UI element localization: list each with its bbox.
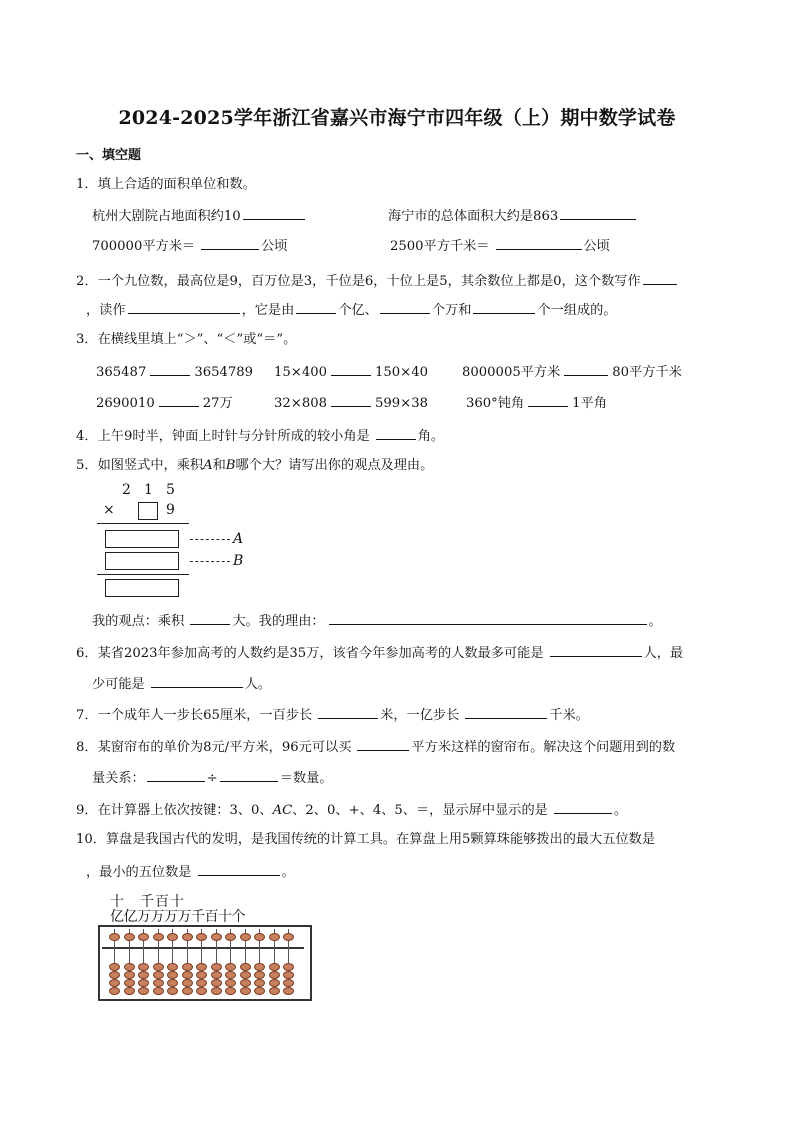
q6-line1-b: 人，最: [643, 646, 684, 661]
abacus-lower-bead[interactable]: [182, 963, 193, 971]
q6-min-blank[interactable]: [151, 674, 243, 688]
q8-price-blank[interactable]: [220, 768, 278, 782]
abacus-lower-bead[interactable]: [240, 987, 251, 995]
abacus-upper-bead[interactable]: [196, 933, 207, 941]
q3-r2-c2: [274, 393, 428, 413]
abacus-lower-bead[interactable]: [167, 963, 178, 971]
abacus-lower-bead[interactable]: [138, 987, 149, 995]
q1-b-blank[interactable]: [560, 206, 636, 220]
q8-line1: [76, 737, 675, 757]
q1-a: [92, 206, 307, 226]
abacus-lower-bead[interactable]: [254, 987, 265, 995]
abacus-upper-bead[interactable]: [109, 933, 120, 941]
q8-line1-a: 8．某窗帘布的单价为8元/平方米，96元可以买: [76, 740, 352, 755]
q5-view-b: 大。我的理由：: [232, 614, 325, 629]
abacus-lower-bead[interactable]: [124, 987, 135, 995]
rule-line: [97, 523, 189, 524]
q1-c-text: 700000平方米＝: [92, 239, 196, 254]
q1-stem: 1．填上合适的面积单位和数。: [76, 177, 256, 192]
abacus-upper-bead[interactable]: [240, 933, 251, 941]
q10-line2-a: ，最小的五位数是: [86, 865, 192, 880]
q5-stem-a: 5．如图竖式中，乘积: [76, 458, 204, 473]
abacus-lower-bead[interactable]: [269, 979, 280, 987]
q3-blank[interactable]: [528, 393, 568, 407]
q9-a: 9．在计算器上依次按键：3、0、: [76, 803, 273, 818]
abacus-lower-bead[interactable]: [269, 971, 280, 979]
abacus-upper-bead[interactable]: [167, 933, 178, 941]
abacus-lower-bead[interactable]: [138, 971, 149, 979]
q8-line1-b: 平方米这样的窗帘布。解决这个问题用到的数: [411, 740, 676, 755]
q8-total-blank[interactable]: [147, 768, 205, 782]
abacus-lower-bead[interactable]: [138, 963, 149, 971]
q3-right: 599×38: [375, 396, 429, 411]
product-box[interactable]: [105, 579, 179, 597]
q5-stem: [76, 457, 433, 475]
q3-r2-c3: [466, 393, 607, 413]
q2-read-blank[interactable]: [128, 300, 240, 314]
abacus-place-labels-top: 十 千百十: [110, 894, 185, 910]
digit: 9: [166, 502, 175, 518]
q5-stem-c: 哪个大？请写出你的观点及理由。: [235, 458, 434, 473]
q1-d: [390, 236, 610, 256]
abacus-lower-bead[interactable]: [124, 963, 135, 971]
q10-line1: 10．算盘是我国古代的发明，是我国传统的计算工具。在算盘上用5颗算珠能够拨出的最大五位数是: [76, 832, 656, 847]
q7-a: 7．一个成年人一步长65厘米，一百步长: [76, 708, 313, 723]
abacus-lower-bead[interactable]: [211, 979, 222, 987]
q3-r2-c1: [96, 393, 233, 413]
abacus-lower-bead[interactable]: [167, 971, 178, 979]
q3-left: 365487: [96, 365, 147, 380]
q2-made-label: ，它是由: [241, 303, 295, 318]
abacus-lower-bead[interactable]: [167, 979, 178, 987]
abacus-lower-bead[interactable]: [240, 971, 251, 979]
q7-b: 米，一亿步长: [380, 708, 460, 723]
abacus-upper-bead[interactable]: [225, 933, 236, 941]
q1-b-text: 海宁市的总体面积大约是863: [388, 209, 559, 224]
abacus-lower-bead[interactable]: [153, 971, 164, 979]
abacus-lower-bead[interactable]: [211, 971, 222, 979]
abacus-lower-bead[interactable]: [182, 979, 193, 987]
q5-view-a: 我的观点：乘积: [92, 614, 185, 629]
missing-digit-box[interactable]: [138, 502, 158, 520]
q3-right: 150×40: [375, 365, 429, 380]
q4-blank[interactable]: [376, 426, 416, 440]
abacus-lower-bead[interactable]: [138, 979, 149, 987]
q9-end: 。: [613, 803, 628, 818]
q2-one-blank[interactable]: [473, 300, 535, 314]
q6-line2: [92, 674, 271, 694]
q3-left: 2690010: [96, 396, 155, 411]
q5-view: [92, 611, 662, 631]
q6-line1: [76, 643, 683, 663]
abacus-lower-bead[interactable]: [182, 971, 193, 979]
abacus-lower-bead[interactable]: [124, 971, 135, 979]
q1-c: [92, 236, 287, 256]
dashed-pointer-a: [190, 539, 230, 540]
label-b: B: [233, 553, 244, 569]
abacus-upper-bead[interactable]: [254, 933, 265, 941]
abacus-lower-bead[interactable]: [211, 987, 222, 995]
vertical-multiplication-figure: [95, 480, 245, 602]
abacus-lower-bead[interactable]: [109, 987, 120, 995]
q5-view-end: 。: [648, 614, 662, 629]
q4-unit: 角。: [417, 429, 445, 444]
abacus-lower-bead[interactable]: [283, 987, 294, 995]
abacus-lower-bead[interactable]: [254, 979, 265, 987]
q2-wan-blank[interactable]: [380, 300, 430, 314]
q9-ac-key: AC: [272, 803, 293, 818]
rule-line: [97, 574, 189, 575]
q3-blank[interactable]: [331, 362, 371, 376]
abacus-lower-bead[interactable]: [225, 963, 236, 971]
q3-r1-c3: [462, 362, 682, 382]
q5-stem-b: 和: [212, 458, 226, 473]
abacus-lower-bead[interactable]: [124, 979, 135, 987]
abacus-lower-bead[interactable]: [225, 979, 236, 987]
q3-blank[interactable]: [564, 362, 608, 376]
abacus-lower-bead[interactable]: [211, 963, 222, 971]
q2-line1: [76, 271, 679, 291]
q7: [76, 705, 589, 725]
abacus-lower-bead[interactable]: [269, 987, 280, 995]
abacus-lower-bead[interactable]: [196, 987, 207, 995]
q10-line2: [86, 862, 295, 882]
abacus-upper-bead[interactable]: [269, 933, 280, 941]
q8-line2: [92, 768, 333, 788]
abacus-lower-bead[interactable]: [153, 987, 164, 995]
q2-line2: [86, 300, 617, 320]
q3-left: 360°钝角: [466, 396, 525, 411]
q6-max-blank[interactable]: [550, 643, 642, 657]
q6-line1-a: 6．某省2023年参加高考的人数约是35万，该省今年参加高考的人数最多可能是: [76, 646, 544, 661]
q2-read-label: ，读作: [86, 303, 126, 318]
q3-right: 80平方千米: [612, 365, 682, 380]
q2-write-blank[interactable]: [643, 271, 677, 285]
abacus-lower-bead[interactable]: [196, 971, 207, 979]
q3-left: 15×400: [274, 365, 328, 380]
abacus-lower-bead[interactable]: [153, 963, 164, 971]
q2-yi-blank[interactable]: [296, 300, 336, 314]
abacus-lower-bead[interactable]: [283, 963, 294, 971]
abacus-lower-bead[interactable]: [225, 987, 236, 995]
q10-blank[interactable]: [198, 862, 280, 876]
q5-reason-blank[interactable]: [329, 611, 647, 625]
q1-a-text: 杭州大剧院占地面积约10: [92, 209, 241, 224]
abacus-lower-bead[interactable]: [109, 971, 120, 979]
q1-d-text: 2500平方千米＝: [390, 239, 490, 254]
q7-km-blank[interactable]: [465, 705, 547, 719]
q7-m-blank[interactable]: [318, 705, 378, 719]
q1-a-blank[interactable]: [243, 206, 305, 220]
q1-c-blank[interactable]: [201, 236, 259, 250]
q4: [76, 426, 444, 446]
q3-stem: 3．在横线里填上“＞”、“＜”或“＝”。: [76, 332, 297, 347]
digit: 5: [166, 482, 175, 498]
partial-product-a-box[interactable]: [105, 530, 179, 548]
q8-line2-a: 量关系：: [92, 771, 145, 786]
times-sign: ×: [103, 502, 115, 518]
q2-one-label: 个一组成的。: [537, 303, 617, 318]
abacus-lower-bead[interactable]: [109, 963, 120, 971]
abacus-lower-bead[interactable]: [283, 979, 294, 987]
abacus-lower-bead[interactable]: [167, 987, 178, 995]
q7-c: 千米。: [549, 708, 589, 723]
abacus-upper-bead[interactable]: [138, 933, 149, 941]
q2-yi-label: 个亿、: [338, 303, 378, 318]
q3-blank[interactable]: [150, 362, 190, 376]
abacus-lower-bead[interactable]: [240, 979, 251, 987]
abacus-upper-bead[interactable]: [182, 933, 193, 941]
q1-b: [388, 206, 638, 226]
q4-text: 4．上午9时半，钟面上时针与分针所成的较小角是: [76, 429, 370, 444]
q5-var-a: A: [203, 458, 213, 473]
q3-right: 1平角: [572, 396, 607, 411]
abacus-lower-bead[interactable]: [240, 963, 251, 971]
q1-d-blank[interactable]: [496, 236, 582, 250]
q6-line2-b: 人。: [244, 677, 272, 692]
abacus-upper-bead[interactable]: [153, 933, 164, 941]
q6-line2-a: 少可能是: [92, 677, 145, 692]
dashed-pointer-b: [190, 561, 230, 562]
partial-product-b-box[interactable]: [105, 552, 179, 570]
q3-blank[interactable]: [331, 393, 371, 407]
abacus-lower-bead[interactable]: [283, 971, 294, 979]
q8-line2-c: ＝数量。: [279, 771, 333, 786]
abacus-lower-bead[interactable]: [153, 979, 164, 987]
abacus-lower-bead[interactable]: [254, 971, 265, 979]
q3-blank[interactable]: [159, 393, 199, 407]
abacus-figure: [98, 925, 312, 999]
q5-var-b: B: [225, 458, 236, 473]
q10-line2-b: 。: [281, 865, 295, 880]
abacus-place-labels-bottom: 亿亿万万万万千百十个: [110, 909, 245, 925]
q8-area-blank[interactable]: [357, 737, 409, 751]
q2-line1-text: 2．一个九位数，最高位是9，百万位是3，千位是6，十位上是5，其余数位上都是0，这个数写作: [76, 274, 641, 289]
digit: 1: [144, 482, 153, 498]
q3-r1-c2: [274, 362, 428, 382]
abacus-upper-bead[interactable]: [283, 933, 294, 941]
q8-divide: ÷: [206, 771, 218, 786]
digit: 2: [122, 482, 131, 498]
q3-left: 8000005平方米: [462, 365, 561, 380]
q1-d-unit: 公顷: [583, 239, 610, 254]
abacus-lower-bead[interactable]: [182, 987, 193, 995]
label-a: A: [233, 531, 244, 547]
abacus-lower-bead[interactable]: [225, 971, 236, 979]
q9-b: 、2、0、+、4、5、＝，显示屏中显示的是: [292, 803, 548, 818]
q3-right: 3654789: [194, 365, 254, 380]
abacus-lower-bead[interactable]: [196, 979, 207, 987]
q3-right: 27万: [202, 396, 233, 411]
q5-view-blank[interactable]: [190, 611, 230, 625]
q9-blank[interactable]: [554, 800, 612, 814]
abacus-upper-bead[interactable]: [211, 933, 222, 941]
abacus-lower-bead[interactable]: [269, 963, 280, 971]
section-heading-fill-blank: 一、填空题: [76, 148, 142, 163]
q3-left: 32×808: [274, 396, 328, 411]
q1-c-unit: 公顷: [261, 239, 288, 254]
abacus-upper-bead[interactable]: [124, 933, 135, 941]
q3-r1-c1: [96, 362, 253, 382]
q9: [76, 800, 627, 820]
q2-wan-label: 个万和: [431, 303, 472, 318]
page-title: 2024-2025学年浙江省嘉兴市海宁市四年级（上）期中数学试卷: [118, 107, 676, 129]
abacus-lower-bead[interactable]: [196, 963, 207, 971]
abacus-lower-bead[interactable]: [109, 979, 120, 987]
abacus-lower-bead[interactable]: [254, 963, 265, 971]
